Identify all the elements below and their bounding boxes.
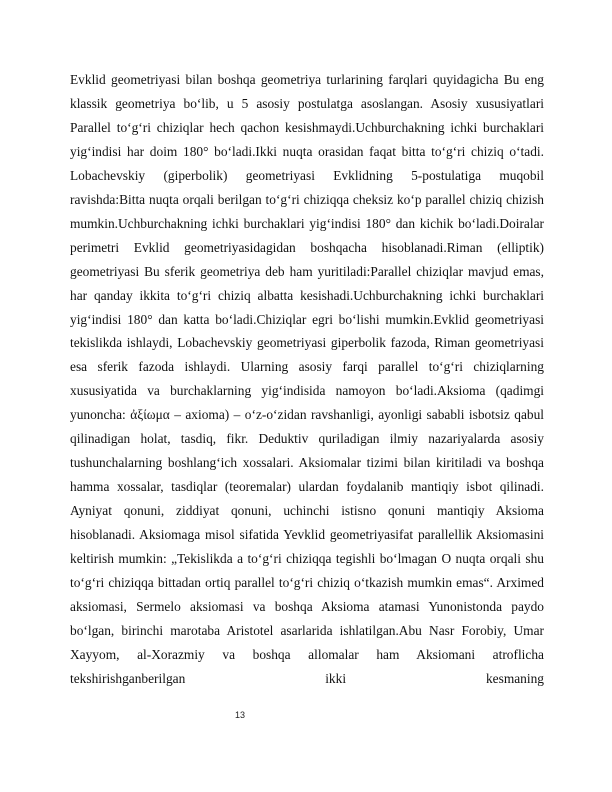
body-paragraph: Evklid geometriyasi bilan boshqa geometriya turlarining farqlari quyidagicha Bu eng klassik geometriya bo‘lib, u 5 asosiy postulatga asoslangan. Asosiy xususiyatlari Parallel to‘g‘ri chiziqlar hech qachon kesishmaydi.Uchburchakning ichki burchaklari yig‘indisi har doim 180° bo‘ladi.Ikki nuqta orasidan faqat bitta to‘g‘ri chiziq o‘tadi. Lobachevskiy (giperbolik) geometriyasi Evklidning 5-postulatiga muqobil ravishda:Bitta nuqta orqali berilgan to‘g‘ri chiziqqa cheksiz ko‘p parallel chiziq chizish mumkin.Uchburchakning ichki burchaklari yig‘indisi 180° dan kichik bo‘ladi.Doiralar perimetri Evklid geometriyasidagidan boshqacha hisoblanadi.Riman (elliptik) geometriyasi Bu sferik geometriya deb ham yuritiladi:Parallel chiziqlar mavjud emas, har qanday ikkita to‘g‘ri chiziq albatta kesishadi.Uchburchakning ichki burchaklari yig‘indisi 180° dan katta bo‘ladi.Chiziqlar egri bo‘lishi mumkin.Evklid geometriyasi tekislikda ishlaydi, Lobachevskiy geometriyasi giperbolik fazoda, Riman geometriyasi esa sferik fazoda ishlaydi. Ularning asosiy farqi parallel to‘g‘ri chiziqlarning xususiyatida va burchaklarning yig‘indisida namoyon bo‘ladi.Aksioma (qadimgi yunoncha: ἀξίωμα – axioma) – o‘z-o‘zidan ravshanligi, ayonligi sababli isbotsiz qabul qilinadigan holat, tasdiq, fikr. Deduktiv quriladigan ilmiy nazariyalarda asosiy tushunchalarning boshlang‘ich xossalari. Aksiomalar tizimi bilan kiritiladi va boshqa hamma xossalar, tasdiqlar (teoremalar) ulardan foydalanib mantiqiy isbot qilinadi. Ayniyat qonuni, ziddiyat qonuni, uchinchi istisno qonuni mantiqiy Aksioma hisoblanadi. Aksiomaga misol sifatida Yevklid geometriyasifat parallellik Aksiomasini keltirish mumkin: „Tekislikda a to‘g‘ri chiziqqa tegishli bo‘lmagan O nuqta orqali shu to‘g‘ri chiziqqa bittadan ortiq parallel to‘g‘ri chiziq o‘tkazish mumkin emas“. Arximed aksiomasi, Sermelo aksiomasi va boshqa Aksioma atamasi Yunonistonda paydo bo‘lgan, birinchi marotaba Aristotel asarlarida ishlatilgan.Abu Nasr Forobiy, Umar Xayyom, al-Xorazmiy va boshqa allomalar ham Aksiomani atroflicha tekshirishganberilgan ikki kesmaning [70, 72, 544, 686]
body-text-block [70, 68, 544, 691]
page-number: 13 [235, 710, 246, 720]
